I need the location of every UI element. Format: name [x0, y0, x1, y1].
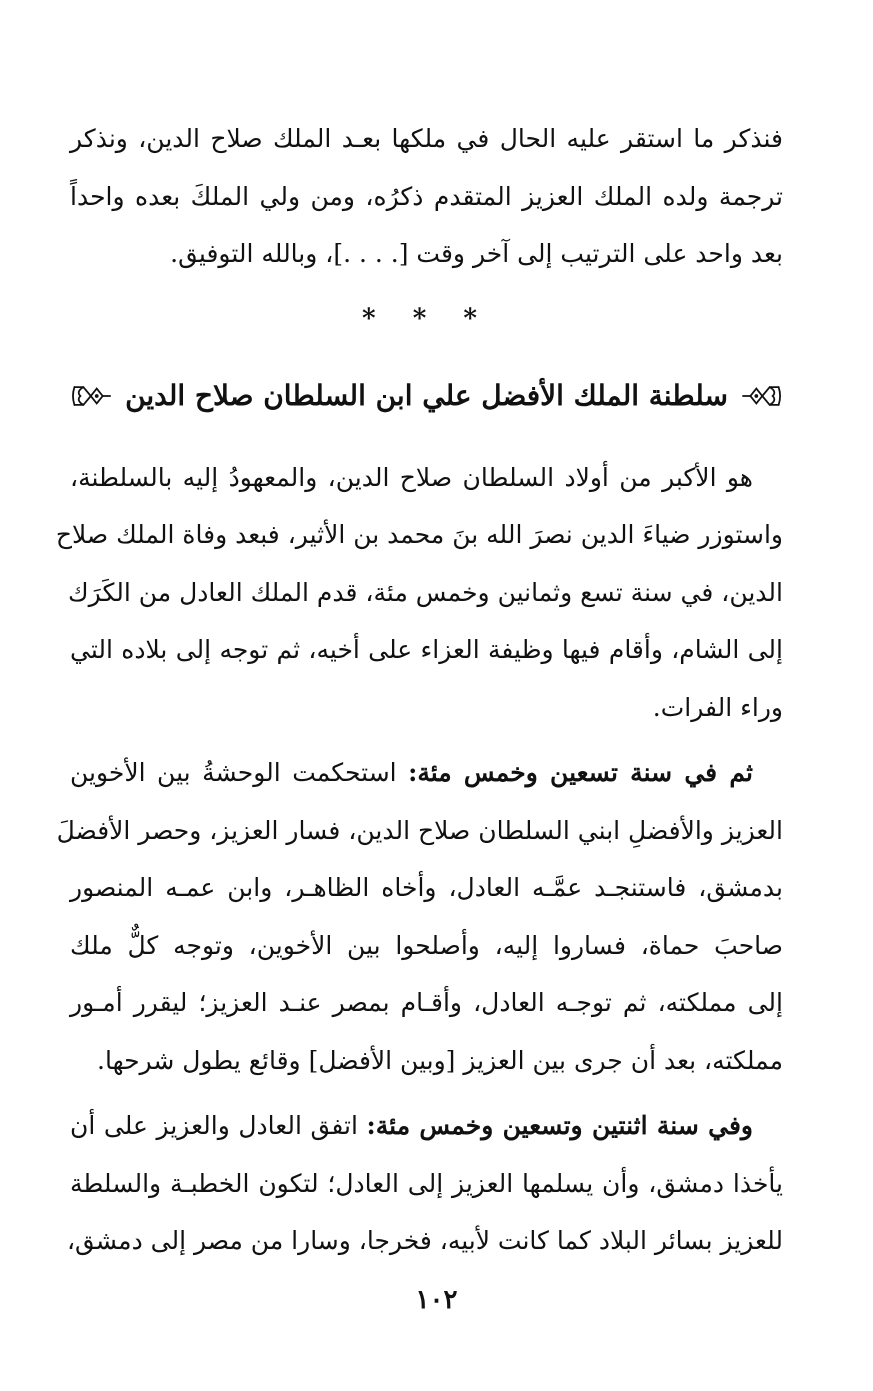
text-line: إلى الشام، وأقام فيها وظيفة العزاء على أخيه، ثم توجه إلى بلاده التي — [70, 635, 783, 664]
text-line: وفي سنة اثنتين وتسعين وخمس مئة: اتفق العادل والعزيز على أن — [70, 1111, 753, 1140]
text-line: هو الأكبر من أولاد السلطان صلاح الدين، والمعهودُ إليه بالسلطنة، — [70, 462, 753, 492]
text-line: العزيز والأفضلِ ابني السلطان صلاح الدين، فسار العزيز، وحصر الأفضلَ — [56, 815, 783, 845]
section-separator: * * * — [362, 303, 491, 334]
text-line: يأخذا دمشق، وأن يسلمها العزيز إلى العادل؛ لتكون الخطبـة والسلطة — [70, 1168, 783, 1198]
text-line: فنذكر ما استقر عليه الحال في ملكها بعـد الملك صلاح الدين، ونذكر — [70, 124, 783, 153]
text-line: صاحبَ حماة، فساروا إليه، وأصلحوا بين الأخوين، وتوجه كلٌّ ملك — [70, 930, 783, 960]
intro-paragraph — [70, 110, 783, 283]
text-line: الدين، في سنة تسع وثمانين وخمس مئة، قدم الملك العادل من الكَرَك — [68, 577, 783, 607]
paragraph-year-592 — [66, 1097, 783, 1270]
section-title: سلطنة الملك الأفضل علي ابن السلطان صلاح الدين — [125, 379, 728, 412]
section-heading — [70, 361, 783, 431]
text-line: مملكته، بعد أن جرى بين العزيز [وبين الأفضل] وقائع يطول شرحها. — [97, 1045, 783, 1075]
text-line: واستوزر ضياءَ الدين نصرَ الله بنَ محمد بن الأثير، فبعد وفاة الملك صلاح — [55, 520, 783, 549]
year-lead: وفي سنة اثنتين وتسعين وخمس مئة: — [366, 1111, 753, 1140]
arabesque-ornament-icon — [70, 376, 113, 416]
text-line: ترجمة ولده الملك العزيز المتقدم ذكرُه، ومن ولي الملكَ بعده واحداً — [70, 181, 783, 211]
text-line: ثم في سنة تسعين وخمس مئة: استحكمت الوحشةُ بين الأخوين — [70, 758, 753, 787]
page-number: ١٠٢ — [415, 1285, 458, 1315]
text-line: بدمشق، فاستنجـد عمَّـه العادل، وأخاه الظاهـر، وابن عمـه المنصور — [70, 873, 783, 902]
year-lead: ثم في سنة تسعين وخمس مئة: — [408, 758, 753, 787]
text-line: بعد واحد على الترتيب إلى آخر وقت [. . . .]، وبالله التوفيق. — [170, 239, 783, 268]
text-line: وراء الفرات. — [652, 692, 783, 722]
arabesque-ornament-icon — [740, 376, 783, 416]
text-line: إلى مملكته، ثم توجـه العادل، وأقـام بمصر عنـد العزيز؛ ليقرر أمـور — [70, 988, 783, 1017]
paragraph-afdal-intro — [55, 449, 783, 737]
paragraph-year-590 — [56, 744, 783, 1089]
text-line: للعزيز بسائر البلاد كما كانت لأبيه، فخرجا، وسارا من مصر إلى دمشق، — [66, 1226, 783, 1255]
